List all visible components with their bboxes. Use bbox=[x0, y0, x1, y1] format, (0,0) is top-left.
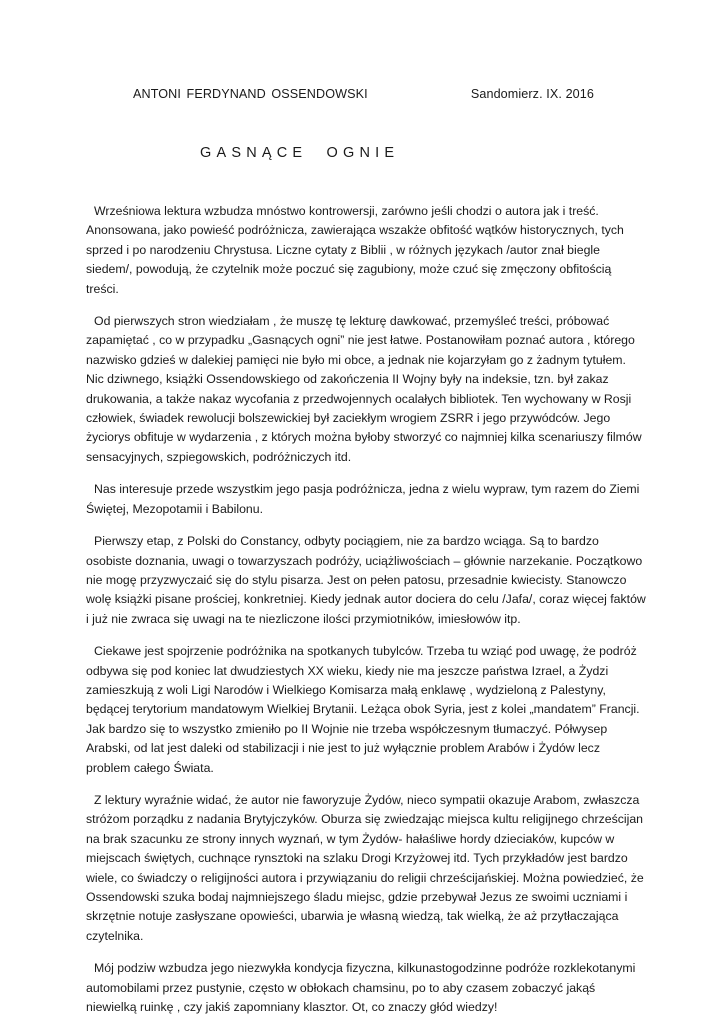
author-name: ANTONI FERDYNAND OSSENDOWSKI bbox=[133, 87, 368, 101]
paragraph: Mój podziw wzbudza jego niezwykła kondycja fizyczna, kilkunastogodzinne podróże rozklekotanymi automobilami przez pustynie, często w obłokach chamsinu, po to aby czasem zobaczyć jakąś niewielką ruinkę , czy jakiś zapomniany klasztor. Ot, co znaczy głód wiedzy! bbox=[86, 961, 636, 1015]
paragraph: Nas interesuje przede wszystkim jego pasja podróżnicza, jedna z wielu wypraw, tym razem do Ziemi Świętej, Mezopotamii i Babilonu. bbox=[86, 482, 640, 516]
paragraph: Od pierwszych stron wiedziałam , że muszę tę lekturę dawkować, przemyśleć treści, próbować zapamiętać , co w przypadku „Gasnących ogni” nie jest łatwe. Postanowiłam poznać autora , którego nazwisko gdzieś w dalekiej pamięci nie było mi obce, a jednak nie kojarzyłam go z żadnym tytułem. Nic dziwnego, książki Ossendowskiego od zakończenia II Wojny były na indeksie, tzn. był zakaz drukowania, a także nakaz wycofania z przedwojennych ocalałych bibliotek. Ten wychowany w Rosji człowiek, świadek rewolucji bolszewickiej był zaciekłym wrogiem ZSRR i jego przywódców. Jego życiorys obfituje w wydarzenia , z których można byłoby stworzyć co najmniej kilka scenariuszy filmów sensacyjnych, szpiegowskich, podróżniczych itd. bbox=[86, 314, 642, 464]
paragraph: Z lektury wyraźnie widać, że autor nie faworyzuje Żydów, nieco sympatii okazuje Arabom, zwłaszcza stróżom porządku z nadania Brytyjczyków. Oburza się zwiedzając miejsca kultu religijnego chrześcijan na brak szacunku ze strony innych wyznań, w tym Żydów- hałaśliwe hordy dzieciaków, kupców w miejscach świętych, cuchnące rynsztoki na szlaku Drogi Krzyżowej itd. Tych przykładów jest bardzo wiele, co świadczy o religijności autora i przywiązaniu do religii chrześcijańskiej. Można powiedzieć, że Ossendowski szuka bodaj najmniejszego śladu miejsc, gdzie przebywał Jezus ze swoimi uczniami i skrzętnie notuje zasłyszane opowieści, ubarwia je własną wiedzą, tak wielką, że aż przytłaczająca czytelnika. bbox=[86, 792, 644, 943]
paragraph: Wrześniowa lektura wzbudza mnóstwo kontrowersji, zarówno jeśli chodzi o autora jak i treść. Anonsowana, jako powieść podróżnicza, zawierająca wszakże obfitość wątków historycznych, tych sprzed i po narodzeniu Chrystusa. Liczne cytaty z Biblii , w różnych językach /autor znał biegle siedem/, powodują, że czytelnik może poczuć się zagubiony, może czuć się zmęczony obfitością treści. bbox=[86, 204, 624, 296]
document-title: GASNĄCE OGNIE bbox=[200, 145, 400, 161]
document-body bbox=[86, 202, 646, 1030]
paragraph: Ciekawe jest spojrzenie podróżnika na spotkanych tubylców. Trzeba tu wziąć pod uwagę, że podróż odbywa się pod koniec lat dwudziestych XX wieku, kiedy nie ma jeszcze państwa Izrael, a Żydzi zamieszkują z woli Ligi Narodów i Wielkiego Komisarza małą enklawę , wydzieloną z Palestyny, będącej terytorium mandatowym Wielkiej Brytanii. Leżąca obok Syria, jest z kolei „mandatem” Francji. Jak bardzo się to wszystko zmieniło po II Wojnie nie trzeba współczesnym tłumaczyć. Półwysep Arabski, od lat jest daleki od stabilizacji i nie jest to już wyłącznie problem Arabów i Żydów lecz problem całego Świata. bbox=[86, 644, 640, 775]
paragraph: Pierwszy etap, z Polski do Constancy, odbyty pociągiem, nie za bardzo wciąga. Są to bardzo osobiste doznania, uwagi o towarzyszach podróży, uciążliwościach – głównie narzekanie. Początkowo nie mogę przyzwyczaić się do stylu pisarza. Jest on pełen patosu, przesadnie kwiecisty. Stanowczo wolę książki pisane prościej, konkretniej. Kiedy jednak autor dociera do celu /Jafa/, coraz więcej faktów i już nie zwraca się uwagi na te niezliczone ilości przymiotników, imiesłowów itp. bbox=[86, 534, 646, 626]
document-header bbox=[133, 87, 594, 107]
place-date: Sandomierz. IX. 2016 bbox=[470, 87, 594, 101]
